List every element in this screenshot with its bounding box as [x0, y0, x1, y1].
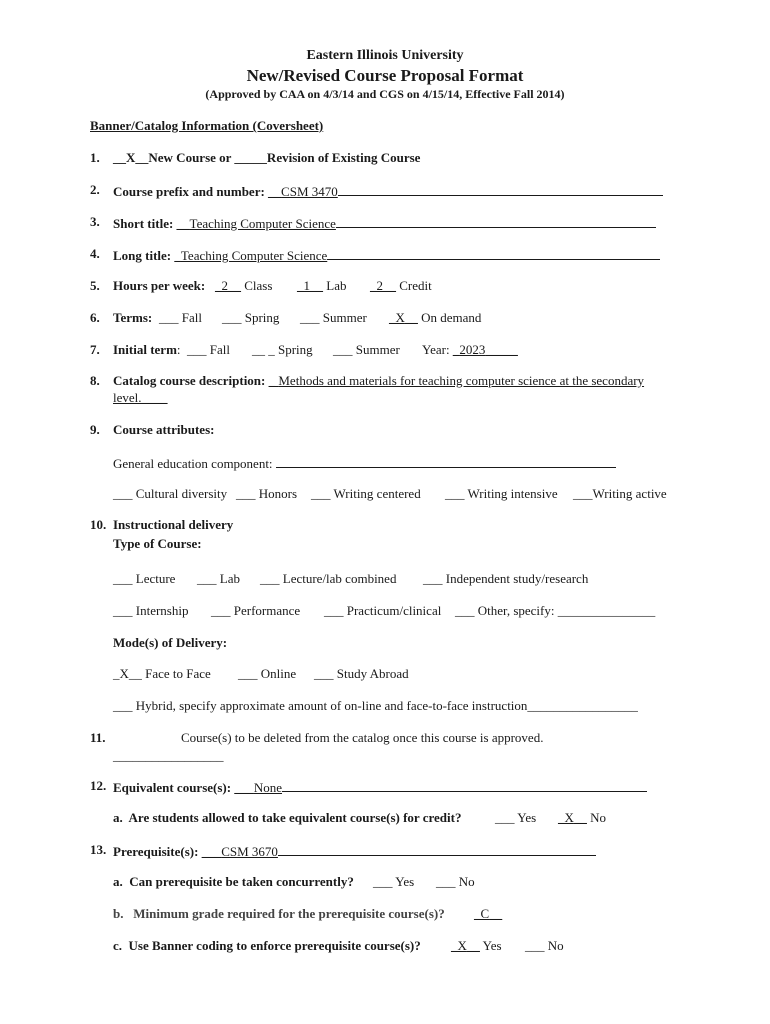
- q13b-grade[interactable]: _C__: [474, 906, 503, 921]
- q3-row: [113, 214, 656, 232]
- q12-row: [113, 778, 647, 796]
- q12-number: 12.: [90, 778, 107, 793]
- q2-number: 2.: [90, 182, 100, 197]
- q13-label: Prerequisite(s):: [113, 844, 199, 859]
- q9-writing-intensive[interactable]: ___ Writing intensive: [445, 486, 558, 501]
- q11-blank[interactable]: _________________: [113, 748, 224, 763]
- q8-label: Catalog course description:: [113, 373, 266, 388]
- q6-label: Terms:: [113, 310, 153, 325]
- q12-label: Equivalent course(s):: [113, 780, 232, 795]
- q10-internship[interactable]: ___ Internship: [113, 603, 189, 618]
- q9-gen-ed[interactable]: General education component:: [113, 454, 616, 472]
- q9-writing-active[interactable]: ___Writing active: [573, 486, 667, 501]
- q12a-yes[interactable]: ___ Yes: [495, 810, 537, 825]
- q9-writing-centered[interactable]: ___ Writing centered: [311, 486, 421, 501]
- q13a-label: a. Can prerequisite be taken concurrently?: [113, 874, 354, 889]
- university-name: Eastern Illinois University: [306, 48, 464, 63]
- q6-summer[interactable]: ___ Summer: [300, 310, 367, 325]
- q2-label: Course prefix and number:: [113, 184, 265, 199]
- q12a-label: a. Are students allowed to take equivalent course(s) for credit?: [113, 810, 462, 825]
- q13-value[interactable]: ___CSM 3670: [202, 844, 596, 859]
- q11-number: 11.: [90, 730, 106, 745]
- q12-value[interactable]: ___None: [234, 780, 647, 795]
- q5-class-hours[interactable]: _2__ Class: [215, 278, 273, 293]
- q13b-label: b. Minimum grade required for the prerequisite course(s)?: [113, 906, 445, 921]
- section-heading: Banner/Catalog Information (Coversheet): [90, 118, 324, 133]
- q9-cultural-diversity[interactable]: ___ Cultural diversity: [113, 486, 228, 501]
- q4-number: 4.: [90, 246, 100, 261]
- form-title: New/Revised Course Proposal Format: [246, 66, 524, 85]
- q10-study-abroad[interactable]: ___ Study Abroad: [314, 666, 409, 681]
- q13-row: [113, 842, 596, 860]
- q5-label: Hours per week:: [113, 278, 206, 293]
- q8-row: [113, 373, 644, 389]
- q4-row: [113, 246, 660, 264]
- q10-label: Instructional delivery: [113, 517, 234, 532]
- q7-year[interactable]: Year: _2023_____: [422, 342, 518, 357]
- q9-label: Course attributes:: [113, 422, 215, 437]
- q10-practicum[interactable]: ___ Practicum/clinical: [324, 603, 442, 618]
- q3-number: 3.: [90, 214, 100, 229]
- q10-hybrid[interactable]: ___ Hybrid, specify approximate amount of on-line and face-to-face instruction_________________: [113, 698, 638, 713]
- q4-label: Long title:: [113, 248, 172, 263]
- q13a-yes[interactable]: ___ Yes: [373, 874, 415, 889]
- form-subtitle: (Approved by CAA on 4/3/14 and CGS on 4/15/14, Effective Fall 2014): [205, 87, 565, 101]
- q1-course-type: __X__New Course or _____Revision of Existing Course: [113, 150, 421, 165]
- q5-credit-hours[interactable]: _2__ Credit: [370, 278, 432, 293]
- q10-lecture-lab[interactable]: ___ Lecture/lab combined: [260, 571, 397, 586]
- q6-fall[interactable]: ___ Fall: [159, 310, 202, 325]
- q1-number: 1.: [90, 150, 100, 165]
- q10-type-label: Type of Course:: [113, 536, 202, 551]
- q3-value[interactable]: __Teaching Computer Science: [177, 216, 656, 231]
- q4-value[interactable]: _Teaching Computer Science: [174, 248, 660, 263]
- q13c-yes[interactable]: _X__ Yes: [451, 938, 502, 953]
- q5-number: 5.: [90, 278, 100, 293]
- q7-spring[interactable]: __ _ Spring: [252, 342, 313, 357]
- q9-number: 9.: [90, 422, 100, 437]
- q6-on-demand[interactable]: _X__ On demand: [389, 310, 482, 325]
- q8-number: 8.: [90, 373, 100, 388]
- q10-number: 10.: [90, 517, 107, 532]
- q7-label-row: Initial term:: [113, 342, 181, 357]
- q10-lab[interactable]: ___ Lab: [197, 571, 240, 586]
- q8-description-line2[interactable]: level.____: [113, 390, 168, 405]
- q11-text: Course(s) to be deleted from the catalog once this course is approved.: [181, 730, 544, 745]
- q9-honors[interactable]: ___ Honors: [236, 486, 298, 501]
- q10-independent-study[interactable]: ___ Independent study/research: [423, 571, 589, 586]
- q13-number: 13.: [90, 842, 107, 857]
- q13c-no[interactable]: ___ No: [525, 938, 564, 953]
- q13c-label: c. Use Banner coding to enforce prerequisite course(s)?: [113, 938, 421, 953]
- q10-other[interactable]: ___ Other, specify: _______________: [455, 603, 656, 618]
- q6-spring[interactable]: ___ Spring: [222, 310, 280, 325]
- q10-online[interactable]: ___ Online: [238, 666, 297, 681]
- q10-performance[interactable]: ___ Performance: [211, 603, 301, 618]
- q5-lab-hours[interactable]: _1__ Lab: [297, 278, 347, 293]
- q3-label: Short title:: [113, 216, 174, 231]
- q8-description-line1[interactable]: _ Methods and materials for teaching computer science at the secondary: [268, 373, 645, 388]
- q6-number: 6.: [90, 310, 100, 325]
- q2-row: [113, 182, 663, 200]
- q10-mode-label: Mode(s) of Delivery:: [113, 635, 228, 650]
- q12a-no[interactable]: _X__ No: [558, 810, 607, 825]
- q10-face-to-face[interactable]: _X__ Face to Face: [113, 666, 211, 681]
- q10-lecture[interactable]: ___ Lecture: [113, 571, 176, 586]
- q7-fall[interactable]: ___ Fall: [187, 342, 230, 357]
- q7-summer[interactable]: ___ Summer: [333, 342, 400, 357]
- q2-value[interactable]: __CSM 3470: [268, 184, 663, 199]
- q13a-no[interactable]: ___ No: [436, 874, 475, 889]
- q7-number: 7.: [90, 342, 100, 357]
